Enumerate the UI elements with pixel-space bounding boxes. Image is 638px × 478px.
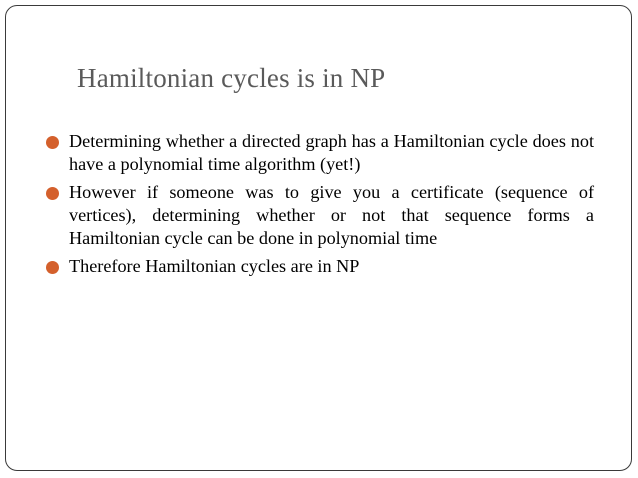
bullet-dot-icon xyxy=(46,136,59,149)
bullet-text: Therefore Hamiltonian cycles are in NP xyxy=(69,256,360,276)
bullet-text: Determining whether a directed graph has a Hamiltonian cycle does not have a polynomial time algorithm (yet!) xyxy=(69,131,594,174)
bullet-text: However if someone was to give you a certificate (sequence of vertices), determining whether or not that sequence forms a Hamiltonian cycle can be done in polynomial time xyxy=(69,182,594,248)
bullet-dot-icon xyxy=(46,187,59,200)
bullet-item xyxy=(46,130,594,176)
bullet-dot-icon xyxy=(46,261,59,274)
bullet-list xyxy=(46,130,594,283)
bullet-item xyxy=(46,255,594,278)
bullet-item xyxy=(46,181,594,250)
slide-title: Hamiltonian cycles is in NP xyxy=(77,63,386,93)
slide xyxy=(5,5,632,471)
